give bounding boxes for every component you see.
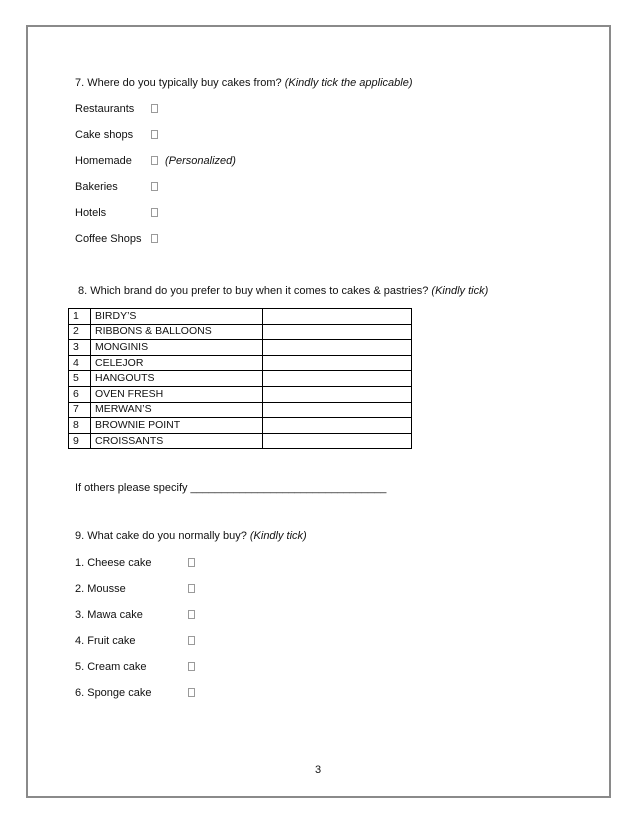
q7-checkbox-bakeries[interactable] [151,182,158,191]
brand-number: 5 [69,371,91,387]
q9-checkbox-mawa-cake[interactable] [188,610,195,619]
table-row [69,371,412,387]
brand-name: CROISSANTS [91,433,263,449]
q9-option-label: 2. Mousse [75,583,126,595]
brand-tick-cell[interactable] [263,418,412,434]
q9-option-label: 6. Sponge cake [75,687,152,699]
brand-number: 8 [69,418,91,434]
page-number: 3 [315,764,322,776]
q9-checkbox-cheese-cake[interactable] [188,558,195,567]
q9-checkbox-cream-cake[interactable] [188,662,195,671]
brand-name: BIRDY’S [91,309,263,325]
brand-tick-cell[interactable] [263,309,412,325]
brand-number: 6 [69,386,91,402]
q9-option-label: 1. Cheese cake [75,557,152,569]
q7-option-label: Hotels [75,207,107,219]
q7-option-label: Bakeries [75,181,118,193]
table-row [69,418,412,434]
q7-checkbox-hotels[interactable] [151,208,158,217]
q9-checkbox-fruit-cake[interactable] [188,636,195,645]
q7-option-note: (Personalized) [165,155,236,167]
q7-option-label: Homemade [75,155,132,167]
brand-number: 7 [69,402,91,418]
q7-checkbox-cake-shops[interactable] [151,130,158,139]
q7-checkbox-restaurants[interactable] [151,104,158,113]
brand-name: OVEN FRESH [91,386,263,402]
brand-tick-cell[interactable] [263,402,412,418]
brand-name: MERWAN’S [91,402,263,418]
q7-checkbox-coffee-shops[interactable] [151,234,158,243]
table-row [69,386,412,402]
q9-option-label: 3. Mawa cake [75,609,143,621]
brand-tick-cell[interactable] [263,371,412,387]
table-row [69,340,412,356]
q9-heading [75,529,307,543]
brand-number: 2 [69,324,91,340]
brand-number: 1 [69,309,91,325]
brand-name: CELEJOR [91,355,263,371]
q9-hint: (Kindly tick) [249,530,307,542]
q9-option-label: 4. Fruit cake [75,635,136,647]
table-row [69,402,412,418]
brand-name: BROWNIE POINT [91,418,263,434]
q7-question: 7. Where do you typically buy cakes from? [75,77,282,89]
q9-checkbox-sponge-cake[interactable] [188,688,195,697]
q8-heading [78,284,488,298]
brand-tick-cell[interactable] [263,433,412,449]
q9-checkbox-mousse[interactable] [188,584,195,593]
brand-tick-cell[interactable] [263,386,412,402]
q7-heading [75,76,413,90]
table-row [69,324,412,340]
q7-option-label: Coffee Shops [75,233,142,245]
brand-number: 9 [69,433,91,449]
brand-name: RIBBONS & BALLOONS [91,324,263,340]
brand-name: MONGINIS [91,340,263,356]
q9-question: 9. What cake do you normally buy? [75,530,247,542]
q8-question: 8. Which brand do you prefer to buy when it comes to cakes & pastries? [78,285,429,297]
q8-others-field[interactable]: If others please specify ________________________________ [75,482,387,494]
q9-option-label: 5. Cream cake [75,661,147,673]
q7-hint: (Kindly tick the applicable) [284,77,413,89]
brand-name: HANGOUTS [91,371,263,387]
table-row [69,309,412,325]
q8-hint: (Kindly tick) [431,285,489,297]
brand-number: 4 [69,355,91,371]
q7-option-label: Restaurants [75,103,135,115]
brand-tick-cell[interactable] [263,340,412,356]
q7-option-label: Cake shops [75,129,134,141]
brand-table [68,308,412,449]
brand-tick-cell[interactable] [263,324,412,340]
brand-number: 3 [69,340,91,356]
q7-checkbox-homemade[interactable] [151,156,158,165]
table-row [69,433,412,449]
table-row [69,355,412,371]
brand-tick-cell[interactable] [263,355,412,371]
